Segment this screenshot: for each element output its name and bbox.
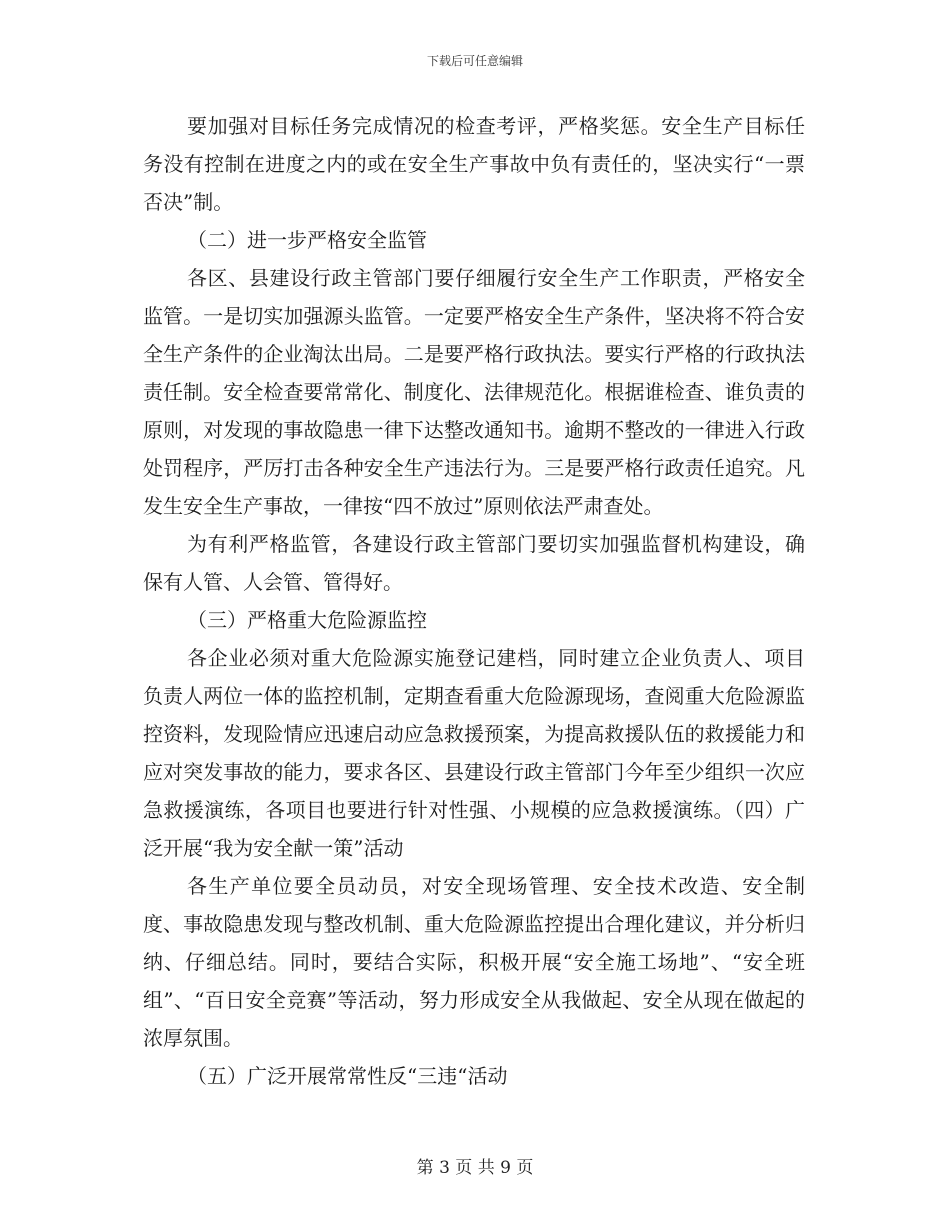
paragraph-safety-supervision: 各区、县建设行政主管部门要仔细履行安全生产工作职责，严格安全监管。一是切实加强源头监管。一定要严格安全生产条件，坚决将不符合安全生产条件的企业淘汰出局。二是要严格行政执法。要实行严格的行政执法责任制。安全检查要常常化、制度化、法律规范化。根据谁检查、谁负责的原则，对发现的事故隐患一律下达整改通知书。逾期不整改的一律进入行政处罚程序，严厉打击各种安全生产违法行为。三是要严格行政责任追究。凡发生安全生产事故，一律按“四不放过”原则依法严肃查处。 <box>143 266 805 518</box>
paragraph-production-units: 各生产单位要全员动员，对安全现场管理、安全技术改造、安全制度、事故隐患发现与整改机制、重大危险源监控提出合理化建议，并分析归纳、仔细总结。同时，要结合实际，积极开展“安全施工场地”、“安全班组”、“百日安全竞赛”等活动，努力形成安全从我做起、安全从现在做起的浓厚氛围。 <box>143 874 805 1050</box>
page-header: 下载后可任意编辑 <box>426 54 523 68</box>
paragraph-target-assessment: 要加强对目标任务完成情况的检查考评，严格奖惩。安全生产目标任务没有控制在进度之内的或在安全生产事故中负有责任的，坚决实行“一票否决”制。 <box>143 114 805 214</box>
section-heading-5: （五）广泛开展常常性反“三违“活动 <box>187 1064 508 1088</box>
document-body <box>143 107 805 1095</box>
section-heading-2: （二）进一步严格安全监管 <box>187 228 427 252</box>
section-heading-3: （三）严格重大危险源监控 <box>187 608 427 632</box>
page-number-footer: 第 3 页 共 9 页 <box>416 1158 534 1178</box>
paragraph-supervision-agencies: 为有利严格监管，各建设行政主管部门要切实加强监督机构建设，确保有人管、人会管、管得好。 <box>143 532 805 594</box>
paragraph-hazard-monitoring: 各企业必须对重大危险源实施登记建档，同时建立企业负责人、项目负责人两位一体的监控机制，定期查看重大危险源现场，查阅重大危险源监控资料，发现险情应迅速启动应急救援预案，为提高救援队伍的救援能力和应对突发事故的能力，要求各区、县建设行政主管部门今年至少组织一次应急救援演练，各项目也要进行针对性强、小规模的应急救援演练。（四）广泛开展“我为安全献一策”活动 <box>143 646 805 860</box>
